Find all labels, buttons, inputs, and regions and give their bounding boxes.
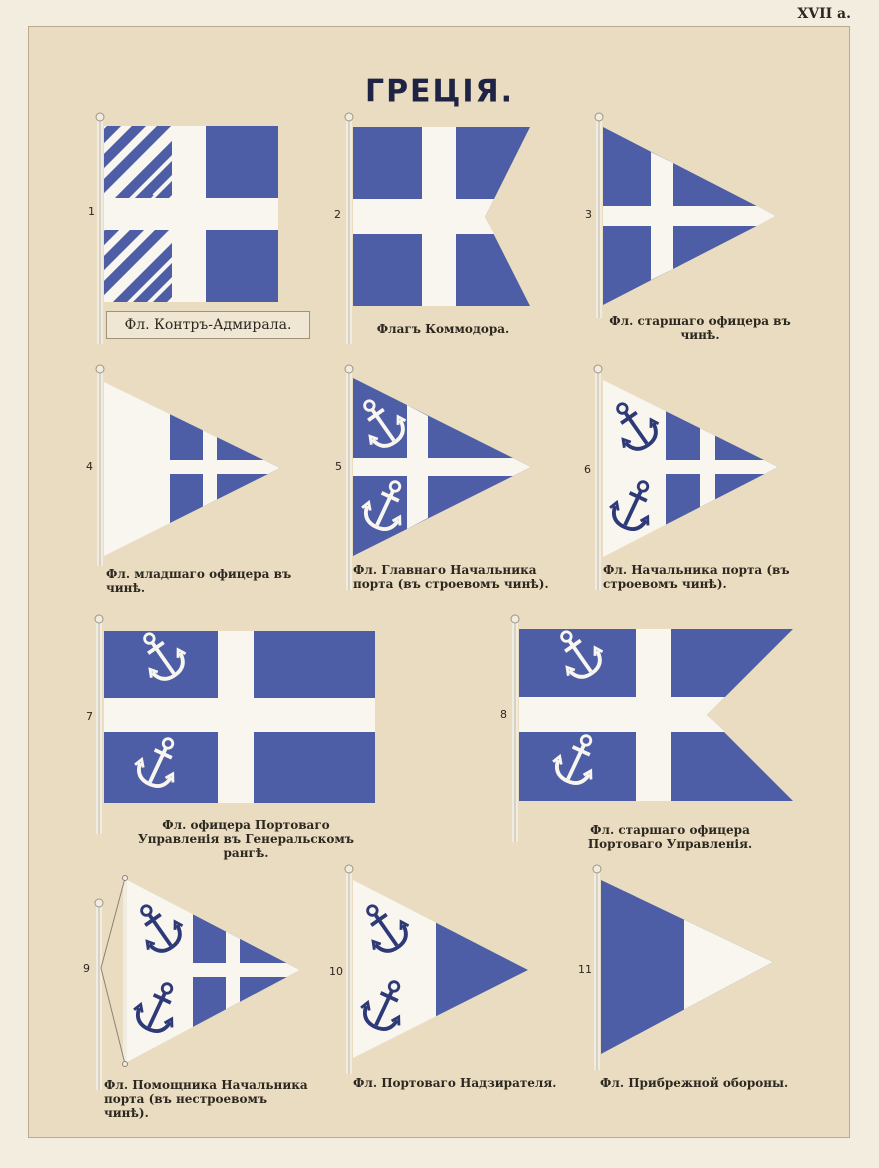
flag-1 (80, 90, 278, 344)
flag-number-4: 4 (86, 460, 93, 473)
flag-number-6: 6 (584, 463, 591, 476)
flag-caption-10: Фл. Портоваго Надзирателя. (353, 1076, 557, 1090)
flag-6 (594, 365, 781, 590)
flag-caption-1: Фл. Контръ-Адмирала. (106, 311, 310, 339)
flag-number-1: 1 (88, 205, 95, 218)
flag-number-10: 10 (329, 965, 343, 978)
flag-caption-8: Фл. старшаго офицера Портоваго Управленія. (587, 823, 753, 851)
flag-9 (95, 876, 302, 1091)
flag-3 (595, 113, 776, 318)
flag-caption-3: Фл. старшаго офицера въ чинѣ. (609, 314, 791, 342)
flag-number-8: 8 (500, 708, 507, 721)
flag-caption-7: Фл. офицера Портоваго Управленія въ Генеральскомъ рангѣ. (138, 818, 354, 860)
plate-title: ГРЕЦІЯ. (364, 73, 515, 110)
flag-number-9: 9 (83, 962, 90, 975)
flag-number-3: 3 (585, 208, 592, 221)
flag-7 (95, 615, 375, 834)
flag-2 (345, 113, 530, 344)
flag-caption-6: Фл. Начальника порта (въ строевомъ чинѣ). (603, 563, 790, 591)
flag-caption-4: Фл. младшаго офицера въ чинѣ. (106, 567, 292, 595)
flag-number-2: 2 (334, 208, 341, 221)
flag-8 (511, 615, 793, 842)
flag-number-7: 7 (86, 710, 93, 723)
flag-caption-5: Фл. Главнаго Начальника порта (въ строевомъ чинѣ). (353, 563, 549, 591)
flag-11 (593, 865, 776, 1070)
flag-number-11: 11 (578, 963, 592, 976)
flag-caption-9: Фл. Помощника Начальника порта (въ нестроевомъ чинѣ). (104, 1078, 308, 1120)
flag-4 (96, 365, 282, 566)
flag-number-5: 5 (335, 460, 342, 473)
flag-caption-11: Фл. Прибрежной обороны. (600, 1076, 789, 1090)
page-number: XVII a. (797, 6, 851, 22)
flag-5 (345, 365, 531, 590)
flag-10 (345, 865, 530, 1074)
flag-caption-2: Флагъ Коммодора. (376, 322, 510, 336)
